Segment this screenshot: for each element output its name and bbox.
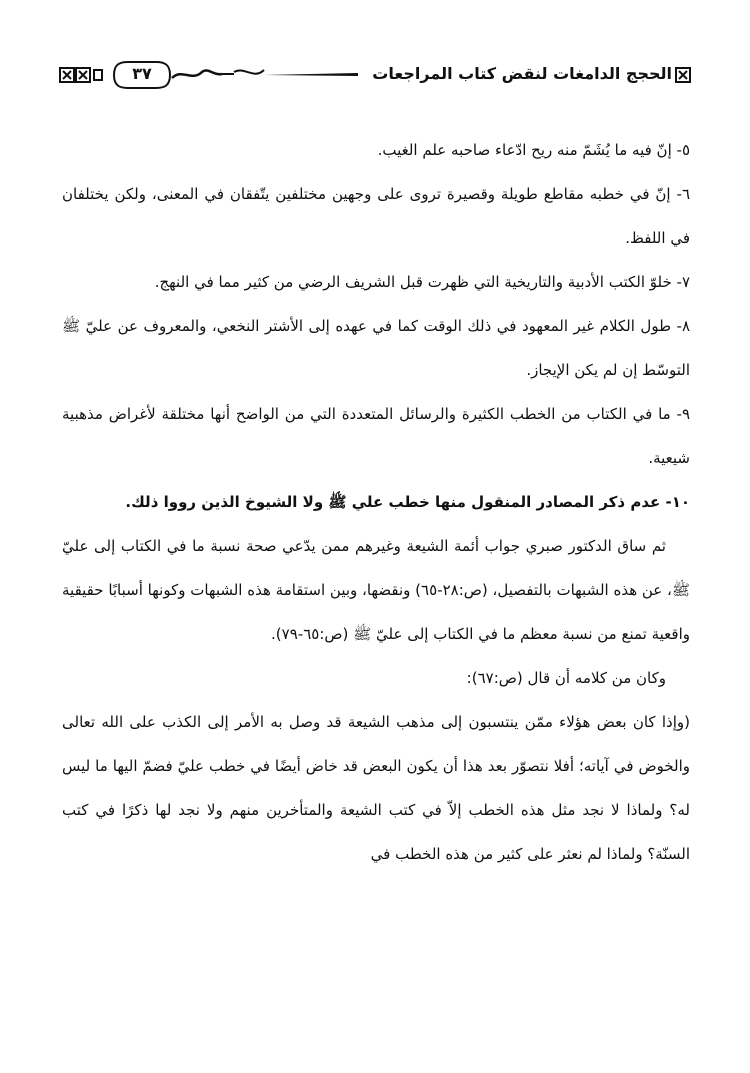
quotation: (وإذا كان بعض هؤلاء ممّن ينتسبون إلى مذهب الشيعة قد وصل به الأمر إلى الكذب على الله تعالى والخوض في آياته؛ أفلا نتصوّر بعد هذا أن يكون البعض قد خاض أيضًا في خطب عليّ فضمّ اليها ما ليس له؟ ولماذا لا نجد مثل هذه الخطب إلاّ في كتب الشيعة والمتأخرين منهم ولا نجد لها ذكرًا في كتب السنّة؟ ولماذا لم نعثر على كثير من هذه الخطب في — [62, 713, 690, 863]
list-item: ١٠- عدم ذكر المصادر المنقول منها خطب علي ﷺ ولا الشيوخ الذين رووا ذلك. — [125, 493, 690, 511]
running-title: الحجج الدامغات لنقض كتاب المراجعات — [372, 64, 672, 83]
list-item: ٦- إنّ في خطبه مقاطع طويلة وقصيرة تروى على وجهين مختلفين يتّفقان في المعنى، ولكن يختلفان في اللفظ. — [62, 185, 690, 247]
page-header — [58, 58, 694, 92]
body-text — [62, 128, 690, 876]
paragraph: وكان من كلامه أن قال (ص:٦٧): — [466, 669, 666, 687]
page-number: ٣٧ — [132, 64, 152, 83]
list-item: ٩- ما في الكتاب من الخطب الكثيرة والرسائل المتعددة التي من الواضح أنها مختلقة لأغراض مذهبية شيعية. — [62, 405, 690, 467]
paragraph: ثم ساق الدكتور صبري جواب أئمة الشيعة وغيرهم ممن يدّعي صحة نسبة ما في الكتاب إلى عليّ ﷺ، عن هذه الشبهات بالتفصيل، (ص:٢٨-٦٥) ونقضها، وبين استقامة هذه الشبهات وكونها أسبابًا حقيقية واقعية تمنع من نسبة معظم ما في الكتاب إلى عليّ ﷺ (ص:٦٥-٧٩). — [62, 537, 690, 643]
list-item: ٧- خلوّ الكتب الأدبية والتاريخية التي ظهرت قبل الشريف الرضي من كثير مما في النهج. — [154, 273, 690, 291]
list-item: ٨- طول الكلام غير المعهود في ذلك الوقت كما في عهده إلى الأشتر النخعي، والمعروف عن عليّ ﷺ التوسّط إن لم يكن الإيجاز. — [62, 317, 690, 379]
list-item: ٥- إنّ فيه ما يُشَمّ منه ريح ادّعاء صاحبه علم الغيب. — [377, 141, 690, 159]
